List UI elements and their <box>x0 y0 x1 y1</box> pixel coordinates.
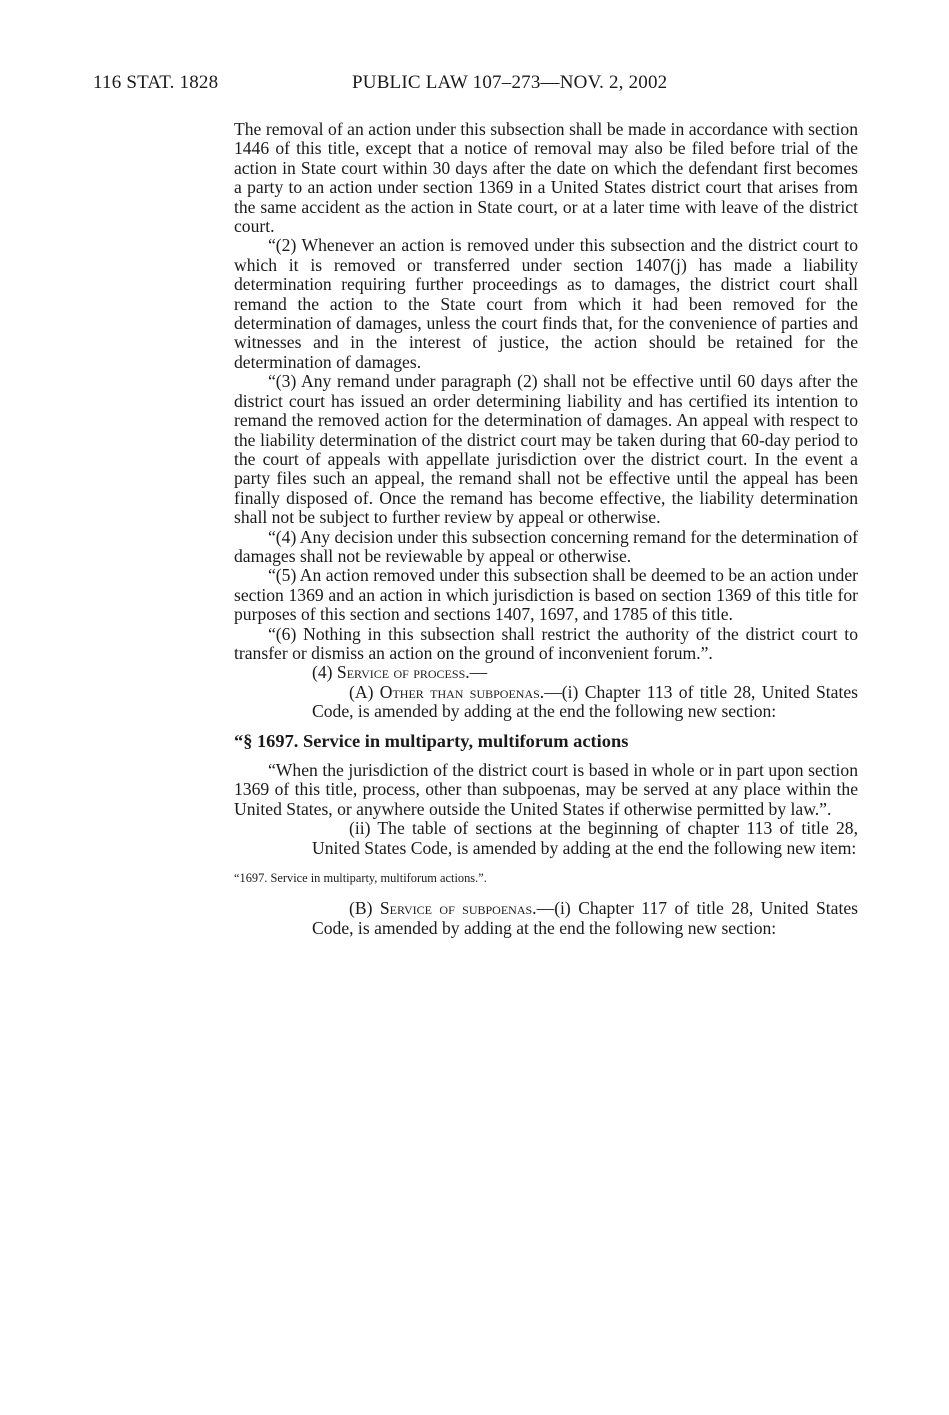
item-number: (A) <box>349 681 374 702</box>
item-number: (B) <box>349 898 373 919</box>
running-title: PUBLIC LAW 107–273—NOV. 2, 2002 <box>352 72 668 93</box>
paragraph-3-remand-effective: “(3) Any remand under paragraph (2) shall not be effective until 60 days after the district court has issued an order determining liability and has certified its intention to remand the removed action for the determination of damages. An appeal with respect to the liability determination of the district court may be taken during that 60-day period to the court of appeals with appellate jurisdiction over the district court. In the event a party files such an appeal, the remand shall not be effective until the appeal has been finally disposed of. Once the remand has become effective, the liability determination shall not be subject to further review by appeal or otherwise. <box>234 371 858 528</box>
item-caption: Service of subpoenas. <box>379 898 537 919</box>
item-number: (4) <box>312 662 333 683</box>
paragraph-2-remand: “(2) Whenever an action is removed under this subsection and the district court to which it is removed or transferred under section 1407(j) has made a liability determination requiring further proceedings as to damages, the district court shall remand the action to the State court from which it had been removed for the determination of damages, unless the court finds that, for the convenience of parties and witnesses and in the interest of justice, the action should be retained for the determination of damages. <box>234 235 858 372</box>
paragraph-5-deemed-action: “(5) An action removed under this subsection shall be deemed to be an action under section 1369 and an action in which jurisdiction is based on section 1369 of this title for purposes of this section and sections 1407, 1697, and 1785 of this title. <box>234 565 858 625</box>
paragraph-4-reviewability: “(4) Any decision under this subsection concerning remand for the determination of damages shall not be reviewable by appeal or otherwise. <box>234 526 858 566</box>
item-caption: Service of process.— <box>336 662 488 683</box>
document-body <box>234 120 858 938</box>
section-1697-heading: “§ 1697. Service in multiparty, multiforum actions <box>234 730 629 751</box>
paragraph-service-of-process <box>312 663 858 682</box>
item-caption: Other than subpoenas. <box>379 681 545 702</box>
page-header <box>93 72 853 102</box>
paragraph-table-of-sections: (ii) The table of sections at the beginning of chapter 113 of title 28, United States Code, is amended by adding at the end the following new item: <box>312 818 858 858</box>
item-text: —(i) Chapter 113 of title 28, United States Code, is amended by adding at the end the following new section: <box>312 681 858 722</box>
paragraph-6-inconvenient-forum: “(6) Nothing in this subsection shall restrict the authority of the district court to transfer or dismiss an action on the ground of inconvenient forum.”. <box>234 623 858 663</box>
section-1697-text: “When the jurisdiction of the district court is based in whole or in part upon section 1369 of this title, process, other than subpoenas, may be served at any place within the United States, or anywhere outside the United States if otherwise permitted by law.”. <box>234 760 858 819</box>
paragraph-removal-procedure: The removal of an action under this subsection shall be made in accordance with section 1446 of this title, except that a notice of removal may also be filed before trial of the action in State court within 30 days after the date on which the defendant first becomes a party to an action under section 1369 in a United States district court that arises from the same accident as the action in State court, or at a later time with leave of the district court. <box>234 119 858 237</box>
statute-page-number: 116 STAT. 1828 <box>93 72 219 93</box>
table-of-sections-item: “1697. Service in multiparty, multiforum actions.”. <box>234 871 487 886</box>
paragraph-service-of-subpoenas <box>312 899 858 938</box>
paragraph-other-than-subpoenas <box>312 683 858 722</box>
item-text: —(i) Chapter 117 of title 28, United States Code, is amended by adding at the end the following new section: <box>312 898 858 938</box>
